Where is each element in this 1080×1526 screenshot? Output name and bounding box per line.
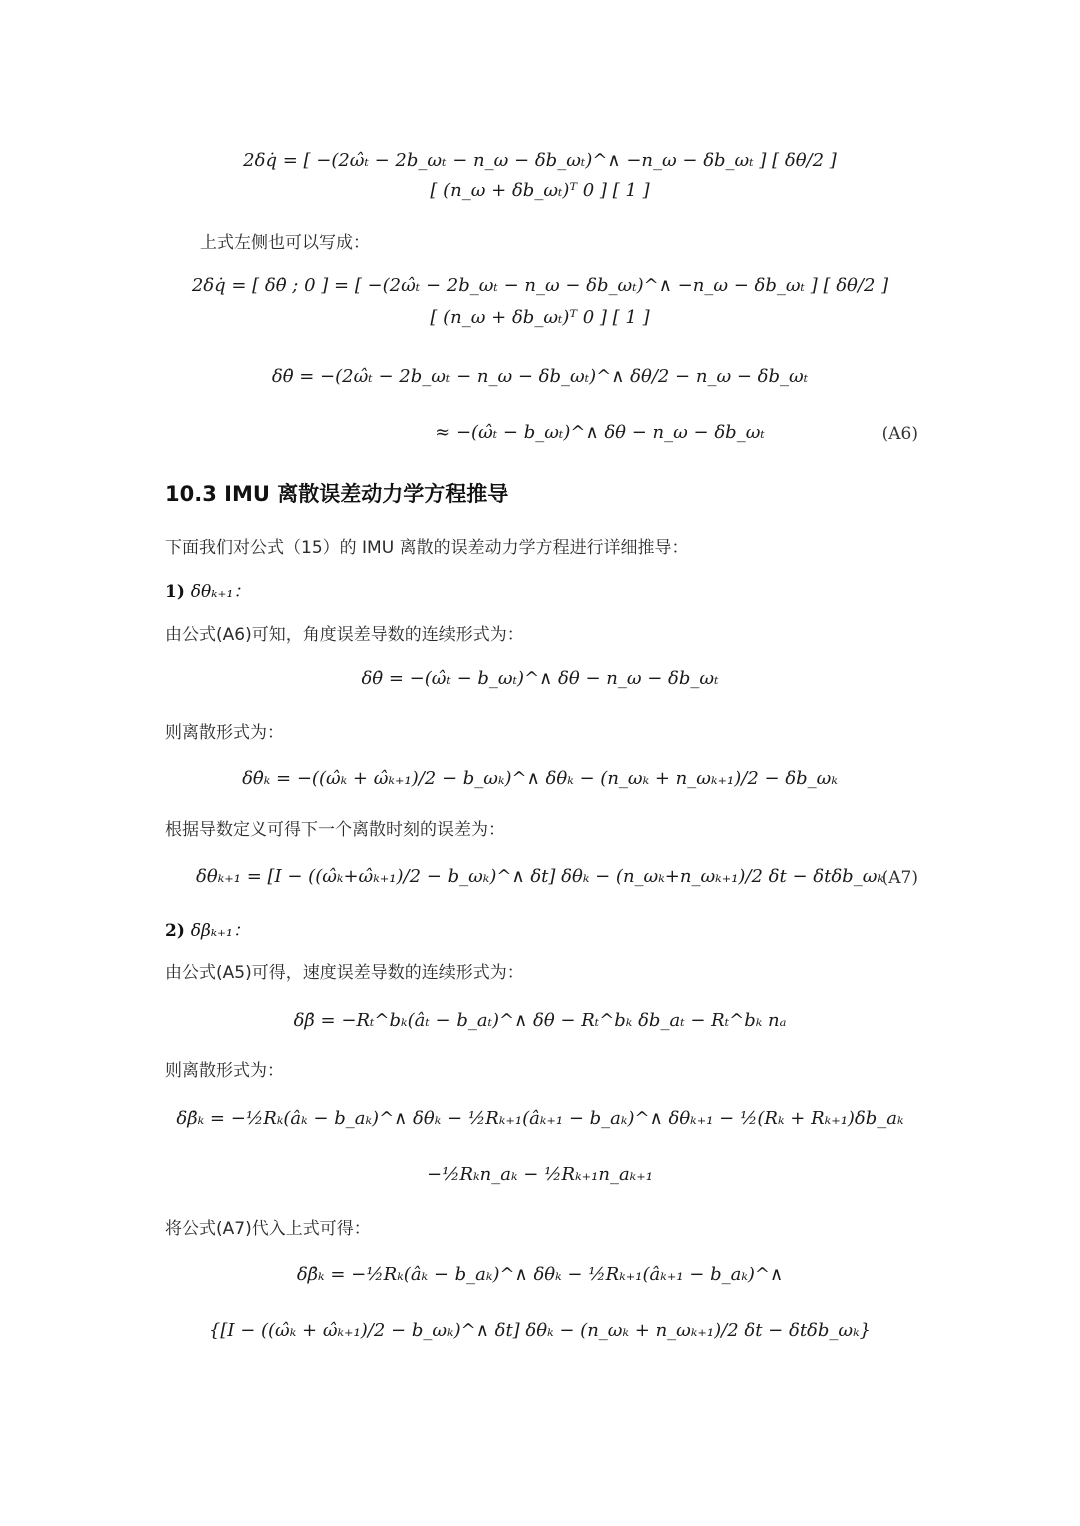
equation-dbeta-discrete-row2: −½Rₖn_aₖ − ½Rₖ₊₁n_aₖ₊₁ xyxy=(427,1164,653,1185)
item-1-number: 1) xyxy=(165,582,185,602)
paragraph-left-side-intro: 上式左侧也可以写成： xyxy=(200,233,370,253)
item-2-label xyxy=(165,916,250,941)
equation-dtheta-discrete: δθ̇ₖ = −((ω̂ₖ + ω̂ₖ₊₁)/2 − b_ωₖ)^∧ δθₖ − (n_ωₖ + n_ωₖ₊₁)/2 − δb_ωₖ xyxy=(242,768,838,789)
equation-dtheta-dot: δθ̇ = −(2ω̂ₜ − 2b_ωₜ − n_ω − δb_ωₜ)^∧ δθ/2 − n_ω − δb_ωₜ xyxy=(271,366,809,387)
paragraph-discrete-form-2: 则离散形式为： xyxy=(165,1061,284,1081)
paragraph-from-a6: 由公式(A6)可知，角度误差导数的连续形式为： xyxy=(165,625,524,645)
equation-2dq-row2: [ (n_ω + δb_ωₜ)ᵀ 0 ] [ 1 ] xyxy=(430,180,650,201)
item-2-number: 2) xyxy=(165,921,185,941)
equation-dbeta-substituted-row2: {[I − ((ω̂ₖ + ω̂ₖ₊₁)/2 − b_ωₖ)^∧ δt] δθₖ − (n_ωₖ + n_ωₖ₊₁)/2 δt − δtδb_ωₖ} xyxy=(208,1320,872,1341)
equation-2dq-expanded-row1: 2δq̇ = [ δθ̇ ; 0 ] = [ −(2ω̂ₜ − 2b_ωₜ − n_ω − δb_ωₜ)^∧ −n_ω − δb_ωₜ ] [ δθ/2 ] xyxy=(191,275,889,296)
item-1-label xyxy=(165,577,250,602)
paragraph-intro: 下面我们对公式（15）的 IMU 离散的误差动力学方程进行详细推导： xyxy=(165,538,689,558)
equation-dbeta-discrete-row1: δβ̇ₖ = −½Rₖ(âₖ − b_aₖ)^∧ δθₖ − ½Rₖ₊₁(âₖ₊₁ − b_aₖ)^∧ δθₖ₊₁ − ½(Rₖ + Rₖ₊₁)δb_aₖ xyxy=(176,1108,904,1129)
equation-tag-a6: (A6) xyxy=(881,424,918,444)
paragraph-from-a5: 由公式(A5)可得，速度误差导数的连续形式为： xyxy=(165,963,524,983)
equation-dbeta-substituted-row1: δβ̇ₖ = −½Rₖ(âₖ − b_aₖ)^∧ δθₖ − ½Rₖ₊₁(âₖ₊₁ − b_aₖ)^∧ xyxy=(296,1264,784,1285)
paragraph-substitute-a7: 将公式(A7)代入上式可得： xyxy=(165,1219,371,1239)
paragraph-discrete-form-1: 则离散形式为： xyxy=(165,723,284,743)
equation-dbeta-continuous: δβ̇ = −Rₜ^bₖ(âₜ − b_aₜ)^∧ δθ − Rₜ^bₖ δb_aₜ − Rₜ^bₖ nₐ xyxy=(293,1010,787,1031)
paragraph-next-error: 根据导数定义可得下一个离散时刻的误差为： xyxy=(165,820,505,840)
equation-tag-a7: (A7) xyxy=(881,868,918,888)
item-2-symbol: δβₖ₊₁： xyxy=(190,921,250,941)
item-1-symbol: δθₖ₊₁： xyxy=(190,582,251,602)
equation-dtheta-continuous: δθ̇ = −(ω̂ₜ − b_ωₜ)^∧ δθ − n_ω − δb_ωₜ xyxy=(361,668,719,689)
equation-2dq-row1: 2δq̇ = [ −(2ω̂ₜ − 2b_ωₜ − n_ω − δb_ωₜ)^∧ −n_ω − δb_ωₜ ] [ δθ/2 ] xyxy=(243,150,837,171)
equation-2dq-expanded-row2: [ (n_ω + δb_ωₜ)ᵀ 0 ] [ 1 ] xyxy=(430,307,650,328)
equation-dtheta-k1: δθₖ₊₁ = [I − ((ω̂ₖ+ω̂ₖ₊₁)/2 − b_ωₖ)^∧ δt] δθₖ − (n_ωₖ+n_ωₖ₊₁)/2 δt − δtδb_ωₖ xyxy=(196,866,884,887)
section-heading: 10.3 IMU 离散误差动力学方程推导 xyxy=(165,482,509,506)
equation-dtheta-dot-approx: ≈ −(ω̂ₜ − b_ωₜ)^∧ δθ − n_ω − δb_ωₜ xyxy=(435,422,765,443)
